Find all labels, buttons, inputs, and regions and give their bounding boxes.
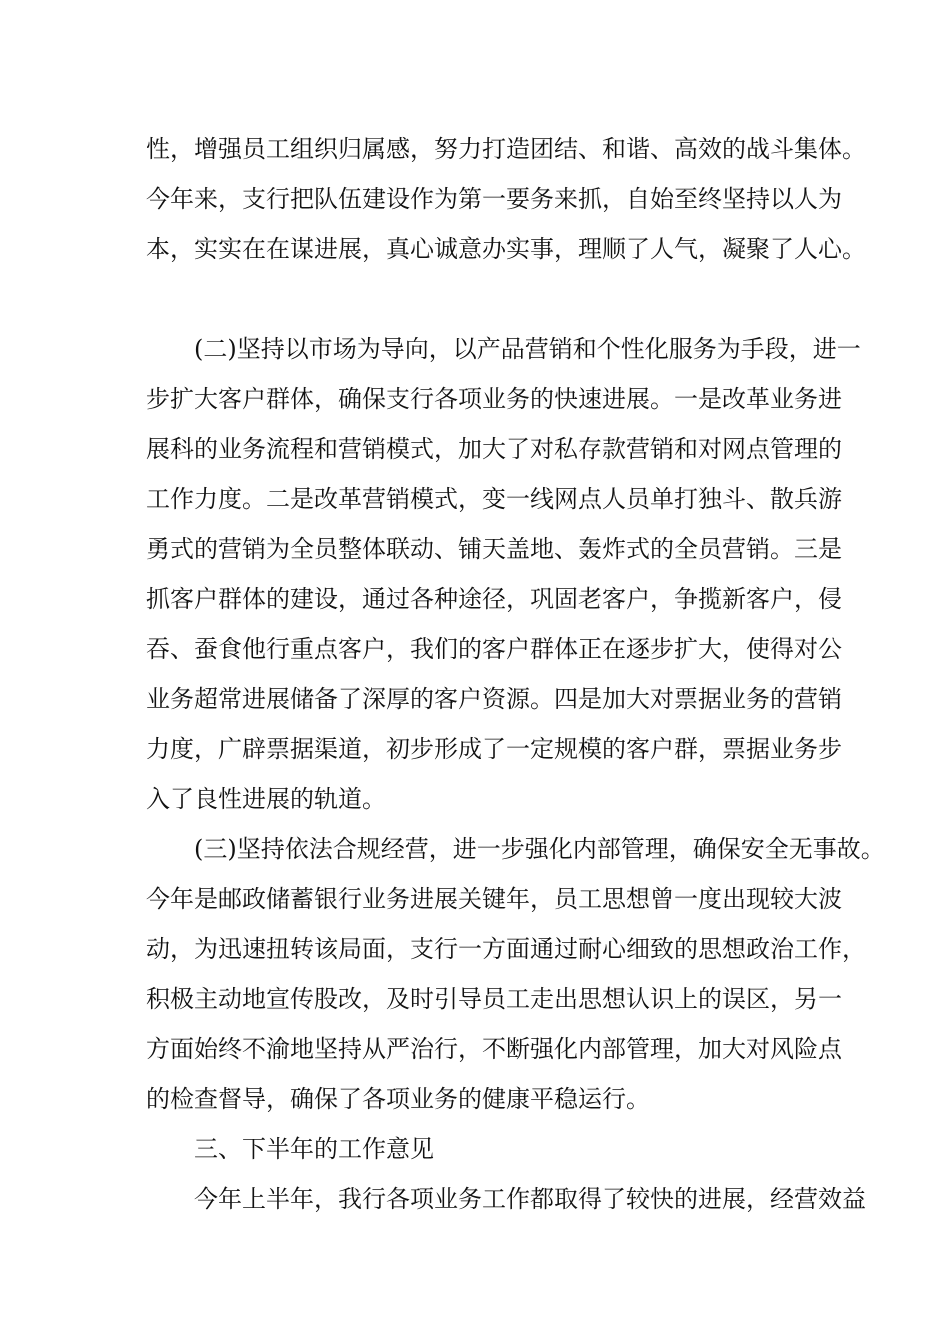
text-line: 本，实实在在谋进展，真心诚意办实事，理顺了人气，凝聚了人心。 <box>146 235 866 263</box>
text-line: 今年是邮政储蓄银行业务进展关键年，员工思想曾一度出现较大波 <box>146 885 842 913</box>
text-line: 业务超常进展储备了深厚的客户资源。四是加大对票据业务的营销 <box>146 685 842 713</box>
text-line: 吞、蚕食他行重点客户，我们的客户群体正在逐步扩大，使得对公 <box>146 635 842 663</box>
document-body <box>146 124 885 1224</box>
text-line: 今年来，支行把队伍建设作为第一要务来抓，自始至终坚持以人为 <box>146 185 842 213</box>
text-line: 步扩大客户群体，确保支行各项业务的快速进展。一是改革业务进 <box>146 385 842 413</box>
text-line: 工作力度。二是改革营销模式，变一线网点人员单打独斗、散兵游 <box>146 485 842 513</box>
text-line: 抓客户群体的建设，通过各种途径，巩固老客户，争揽新客户，侵 <box>146 585 842 613</box>
section-heading: 三、下半年的工作意见 <box>146 1135 434 1163</box>
text-line: 力度，广辟票据渠道，初步形成了一定规模的客户群，票据业务步 <box>146 735 842 763</box>
text-line: 勇式的营销为全员整体联动、铺天盖地、轰炸式的全员营销。三是 <box>146 535 842 563</box>
text-line: 展科的业务流程和营销模式，加大了对私存款营销和对网点管理的 <box>146 435 842 463</box>
text-line: 动，为迅速扭转该局面，支行一方面通过耐心细致的思想政治工作， <box>146 935 866 963</box>
paragraph-3-start: (三)坚持依法合规经营，进一步强化内部管理，确保安全无事故。 <box>146 835 885 863</box>
text-line: 方面始终不渝地坚持从严治行，不断强化内部管理，加大对风险点 <box>146 1035 842 1063</box>
paragraph-end-line: 入了良性进展的轨道。 <box>146 785 386 813</box>
paragraph-4-start: 今年上半年，我行各项业务工作都取得了较快的进展，经营效益 <box>146 1185 866 1213</box>
paragraph-gap <box>146 274 836 324</box>
text-line: 积极主动地宣传股改，及时引导员工走出思想认识上的误区，另一 <box>146 985 842 1013</box>
text-line: 性，增强员工组织归属感，努力打造团结、和谐、高效的战斗集体。 <box>146 135 866 163</box>
paragraph-2-start: (二)坚持以市场为导向，以产品营销和个性化服务为手段，进一 <box>146 335 861 363</box>
paragraph-end-line: 的检查督导，确保了各项业务的健康平稳运行。 <box>146 1085 650 1113</box>
